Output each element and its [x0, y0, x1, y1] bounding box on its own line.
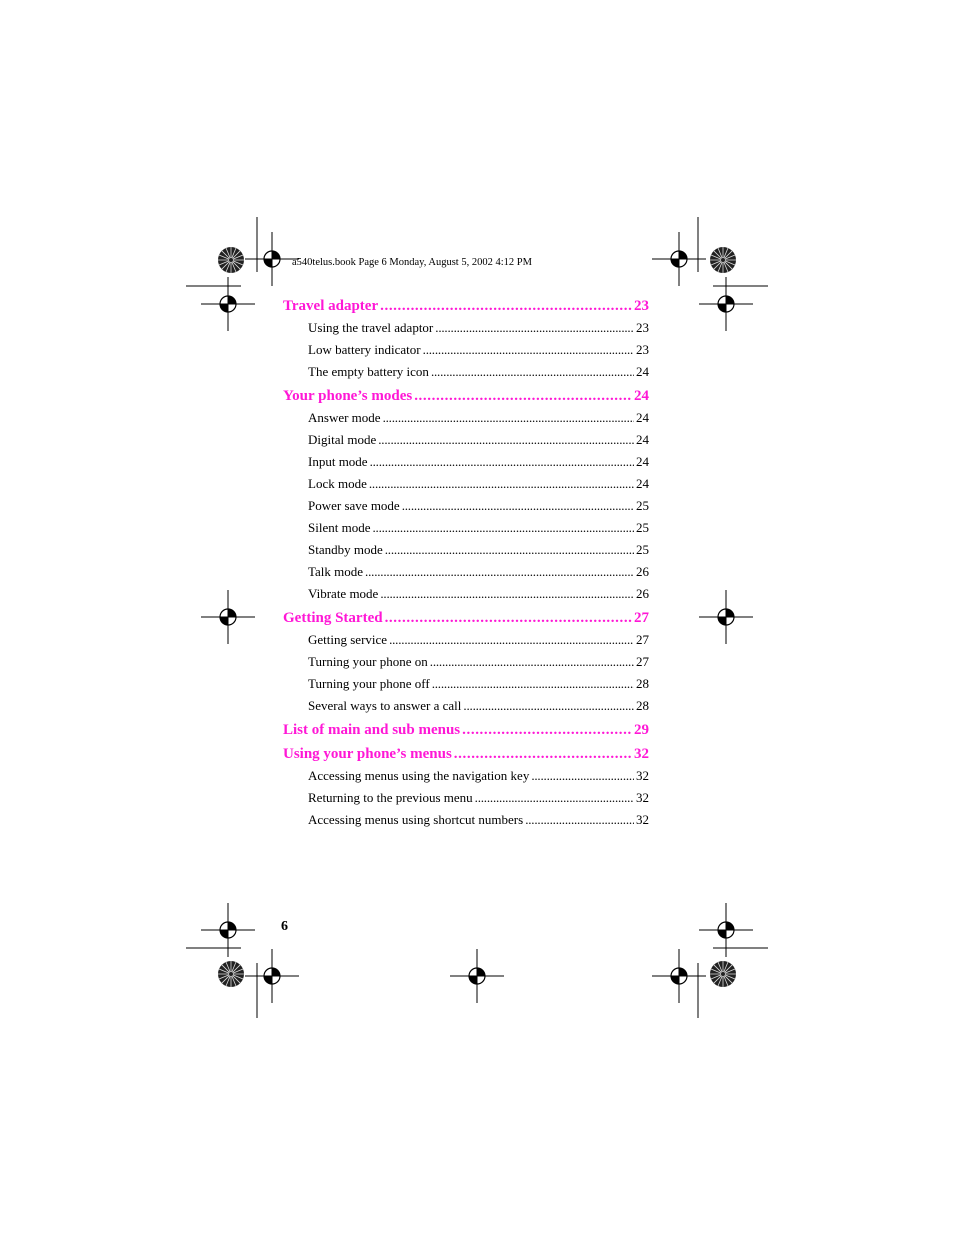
registration-mark-bottom-left [245, 949, 299, 1003]
toc-section-page: 23 [634, 298, 649, 314]
toc-entry-page: 24 [636, 454, 649, 469]
registration-mark-middle-right [699, 590, 753, 644]
toc-entry-label: Standby mode [308, 542, 383, 557]
dot-leader [423, 339, 634, 361]
toc-entry-label: Using the travel adaptor [308, 320, 434, 335]
toc-entry-page: 32 [636, 812, 649, 827]
toc-entry-label: Accessing menus using shortcut numbers [308, 812, 524, 827]
toc-entry-page: 24 [636, 432, 649, 447]
starburst-mark-top-left [218, 247, 244, 273]
dot-leader [380, 583, 634, 605]
toc-entry[interactable] [283, 473, 649, 495]
toc-entry-label: The empty battery icon [308, 364, 429, 379]
toc-section[interactable] [283, 295, 649, 317]
toc-entry-page: 32 [636, 790, 649, 805]
toc-entry-label: Several ways to answer a call [308, 698, 462, 713]
toc-entry-label: Vibrate mode [308, 586, 379, 601]
toc-entry-page: 26 [636, 586, 649, 601]
dot-leader [463, 695, 634, 717]
dot-leader [380, 295, 632, 317]
toc-entry-page: 23 [636, 320, 649, 335]
toc-entry-label: Input mode [308, 454, 368, 469]
registration-mark-top-left [245, 232, 299, 286]
toc-entry-page: 25 [636, 498, 649, 513]
dot-leader [431, 361, 634, 383]
toc-entry[interactable] [283, 809, 649, 831]
toc-entry-label: Talk mode [308, 564, 364, 579]
toc-section[interactable] [283, 607, 649, 629]
dot-leader [385, 607, 632, 629]
toc-entry[interactable] [283, 787, 649, 809]
toc-section-title: Travel adapter [283, 298, 379, 314]
dot-leader [369, 473, 634, 495]
registration-mark-lower-right [699, 903, 753, 957]
toc-entry[interactable] [283, 695, 649, 717]
toc-entry-label: Turning your phone off [308, 676, 430, 691]
toc-entry[interactable] [283, 495, 649, 517]
toc-entry-page: 25 [636, 542, 649, 557]
toc-section[interactable] [283, 385, 649, 407]
dot-leader [462, 719, 632, 741]
toc-entry[interactable] [283, 317, 649, 339]
table-of-contents [283, 293, 649, 831]
toc-section[interactable] [283, 719, 649, 741]
toc-entry[interactable] [283, 765, 649, 787]
toc-entry[interactable] [283, 651, 649, 673]
starburst-mark-top-right [710, 247, 736, 273]
registration-mark-middle-left [201, 590, 255, 644]
toc-section-page: 24 [634, 388, 649, 404]
toc-entry[interactable] [283, 429, 649, 451]
dot-leader [372, 517, 634, 539]
dot-leader [430, 651, 634, 673]
dot-leader [378, 429, 634, 451]
print-header: a540telus.book Page 6 Monday, August 5, 2002 4:12 PM [292, 257, 532, 268]
toc-section-title: List of main and sub menus [283, 722, 461, 738]
toc-entry-page: 27 [636, 632, 649, 647]
toc-section-title: Using your phone’s menus [283, 746, 452, 762]
toc-entry-label: Lock mode [308, 476, 367, 491]
dot-leader [432, 673, 634, 695]
toc-section-title: Your phone’s modes [283, 388, 413, 404]
toc-entry-label: Turning your phone on [308, 654, 428, 669]
starburst-mark-bottom-right [710, 961, 736, 987]
dot-leader [402, 495, 634, 517]
dot-leader [454, 743, 632, 765]
toc-entry-page: 24 [636, 476, 649, 491]
toc-section-page: 29 [634, 722, 649, 738]
toc-section-page: 27 [634, 610, 649, 626]
toc-section-page: 32 [634, 746, 649, 762]
toc-entry[interactable] [283, 361, 649, 383]
toc-entry-label: Silent mode [308, 520, 371, 535]
toc-entry[interactable] [283, 517, 649, 539]
dot-leader [383, 407, 634, 429]
toc-entry[interactable] [283, 339, 649, 361]
toc-entry-page: 27 [636, 654, 649, 669]
toc-entry-page: 23 [636, 342, 649, 357]
toc-entry-label: Answer mode [308, 410, 381, 425]
dot-leader [389, 629, 634, 651]
toc-entry[interactable] [283, 629, 649, 651]
toc-entry[interactable] [283, 561, 649, 583]
page-number: 6 [281, 919, 288, 934]
dot-leader [414, 385, 632, 407]
toc-section[interactable] [283, 743, 649, 765]
toc-entry-page: 26 [636, 564, 649, 579]
registration-mark-upper-right [699, 277, 753, 331]
toc-entry-page: 24 [636, 410, 649, 425]
toc-entry-page: 25 [636, 520, 649, 535]
starburst-mark-bottom-left [218, 961, 244, 987]
dot-leader [531, 765, 634, 787]
toc-entry-label: Power save mode [308, 498, 400, 513]
registration-mark-upper-left [201, 277, 255, 331]
dot-leader [475, 787, 634, 809]
dot-leader [385, 539, 634, 561]
toc-entry-page: 28 [636, 698, 649, 713]
toc-entry-page: 24 [636, 364, 649, 379]
toc-entry-label: Returning to the previous menu [308, 790, 473, 805]
toc-entry[interactable] [283, 539, 649, 561]
dot-leader [370, 451, 634, 473]
registration-mark-lower-left [201, 903, 255, 957]
toc-entry-page: 32 [636, 768, 649, 783]
toc-entry[interactable] [283, 583, 649, 605]
dot-leader [525, 809, 634, 831]
toc-entry-label: Accessing menus using the navigation key [308, 768, 530, 783]
toc-entry-page: 28 [636, 676, 649, 691]
toc-entry-label: Getting service [308, 632, 388, 647]
registration-mark-bottom-center [450, 949, 504, 1003]
dot-leader [435, 317, 634, 339]
toc-entry[interactable] [283, 673, 649, 695]
toc-section-title: Getting Started [283, 610, 383, 626]
toc-entry-label: Low battery indicator [308, 342, 421, 357]
toc-entry-label: Digital mode [308, 432, 377, 447]
toc-entry[interactable] [283, 407, 649, 429]
dot-leader [365, 561, 634, 583]
toc-entry[interactable] [283, 451, 649, 473]
